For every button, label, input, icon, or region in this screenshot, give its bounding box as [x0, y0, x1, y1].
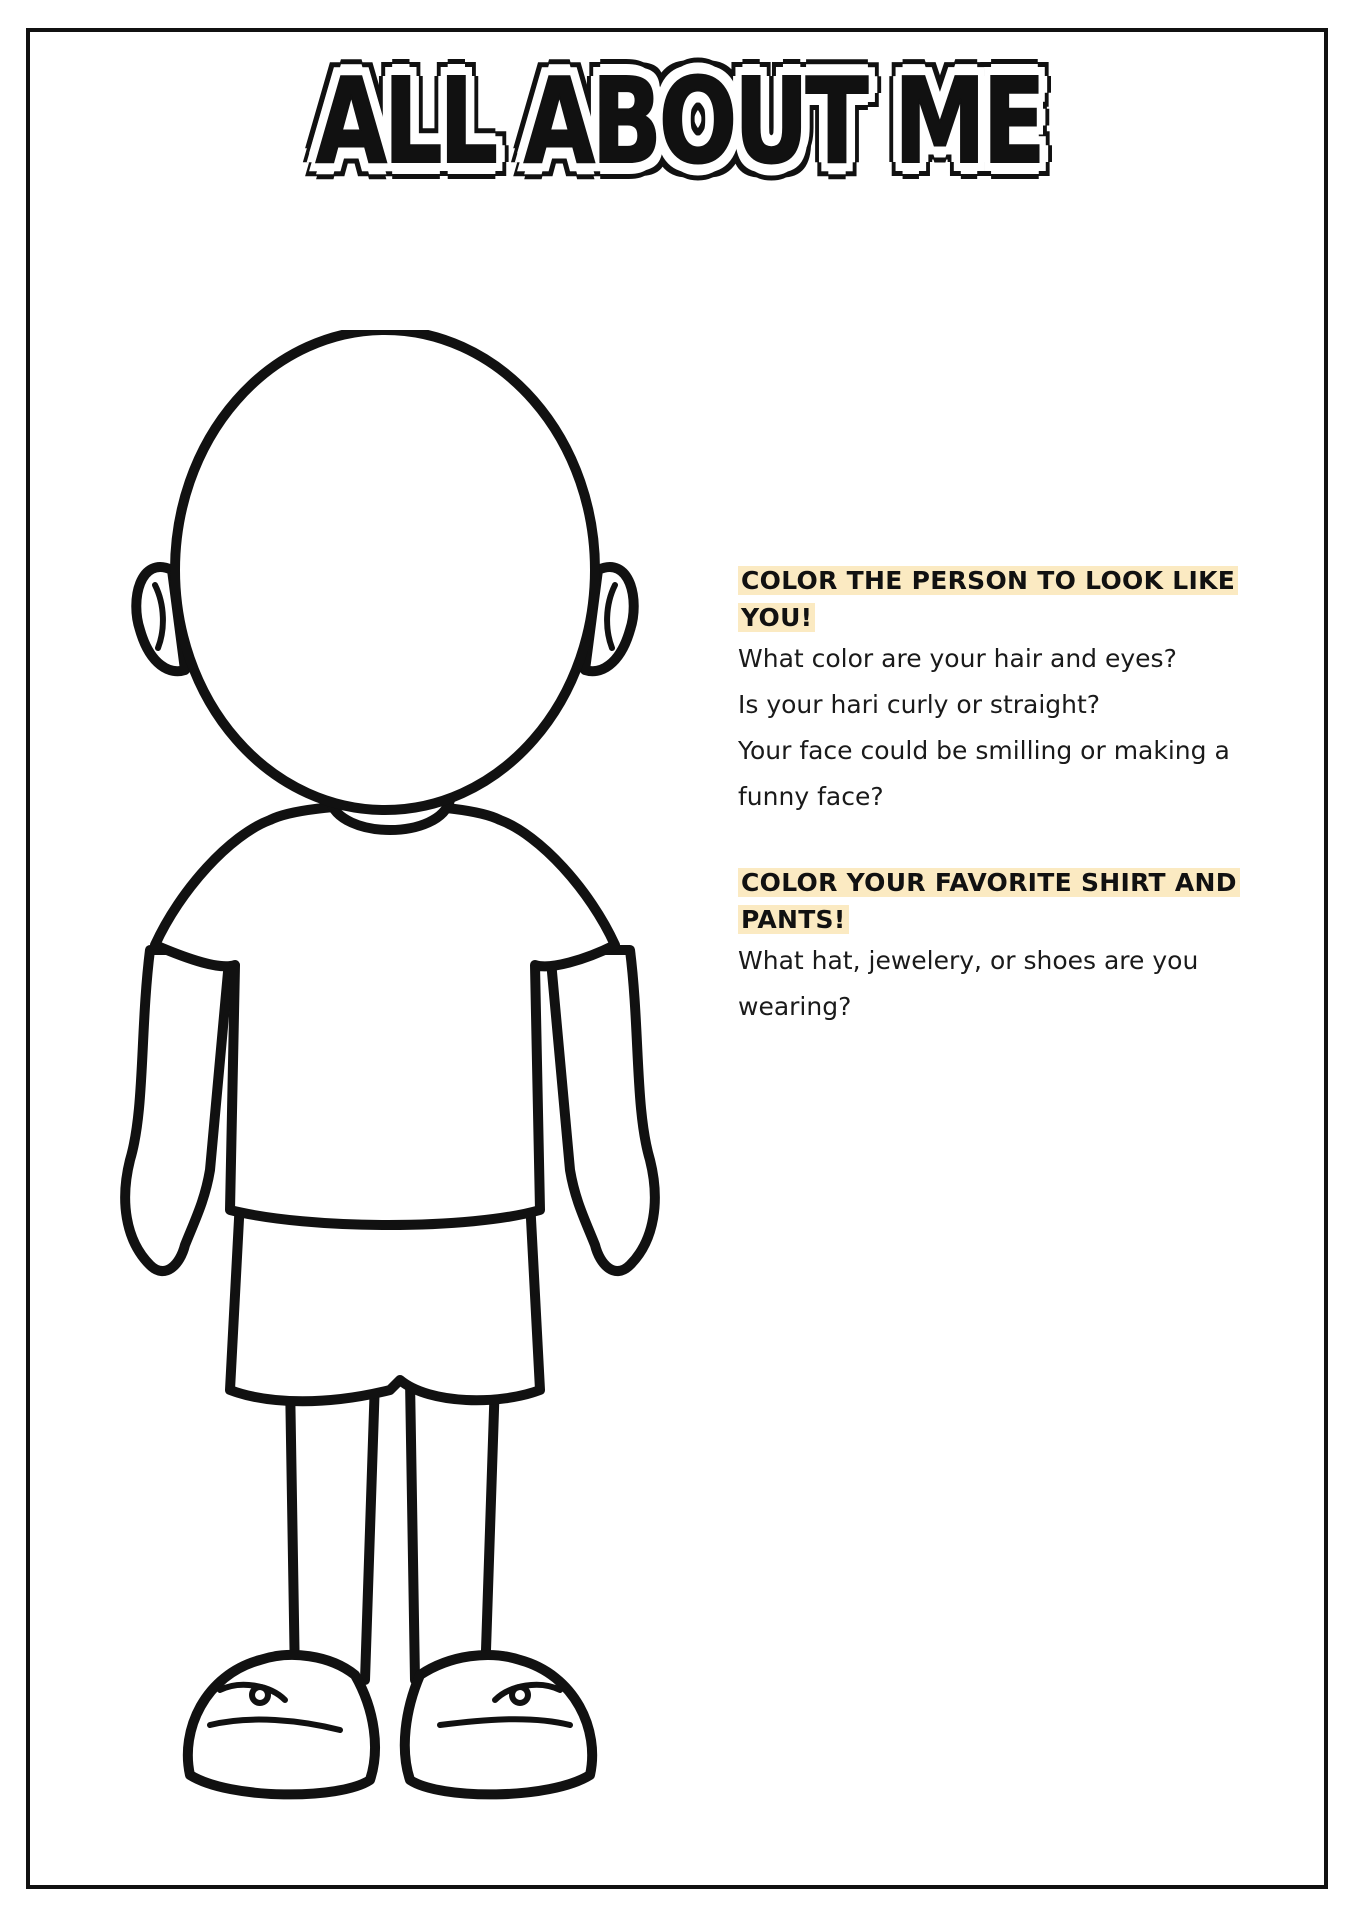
section-one-line: Your face could be smilling or making a [738, 736, 1230, 765]
section-one-heading: COLOR THE PERSON TO LOOK LIKE YOU! [738, 566, 1238, 632]
left-leg [290, 1380, 375, 1680]
section-one-line: Is your hari curly or straight? [738, 690, 1101, 719]
right-leg [410, 1380, 495, 1680]
shorts [230, 1200, 540, 1401]
section-one [738, 562, 1278, 636]
boy-outline-illustration [110, 330, 670, 1810]
page-title: ALL ABOUT ME [315, 52, 1043, 190]
left-arm [125, 950, 230, 1271]
section-one-line: What color are your hair and eyes? [738, 644, 1177, 673]
section-two-line: What hat, jewelery, or shoes are you [738, 946, 1199, 975]
section-one-line: funny face? [738, 782, 884, 811]
right-arm [550, 950, 655, 1271]
section-two [738, 864, 1278, 938]
head [175, 330, 595, 810]
section-two-line: wearing? [738, 992, 852, 1021]
section-two-heading: COLOR YOUR FAVORITE SHIRT AND PANTS! [738, 868, 1240, 934]
instructions-panel [738, 562, 1278, 1030]
